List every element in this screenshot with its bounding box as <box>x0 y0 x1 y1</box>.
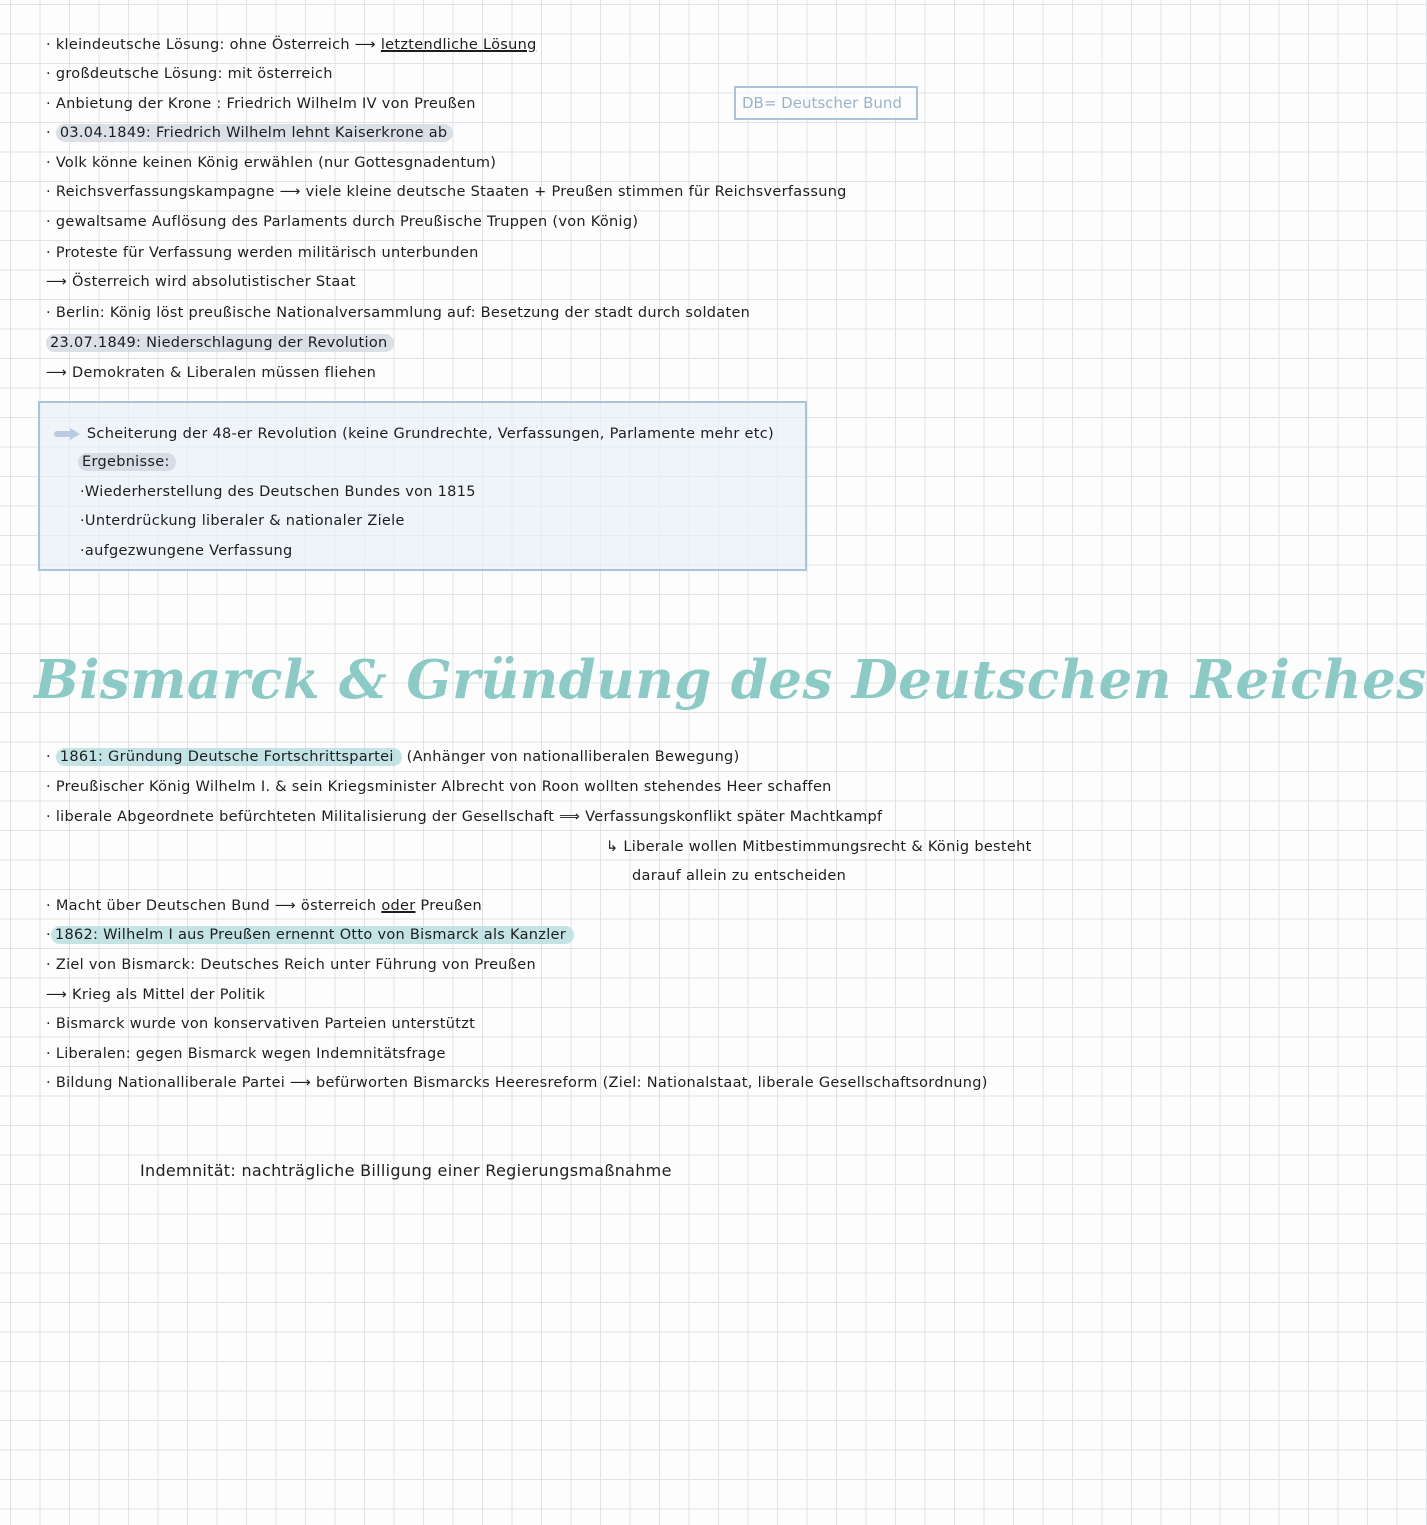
note-text: Bildung Nationalliberale Partei ⟶ befürworten Bismarcks Heeresreform (Ziel: Nationalstaat, liberale Gesellschaftsordnung) <box>55 1075 988 1091</box>
result-item <box>80 540 292 562</box>
arrow-bullet: ⟶ <box>46 987 68 1003</box>
bullet: · <box>80 543 85 559</box>
bullet: · <box>80 513 85 529</box>
note-line-23 <box>46 1043 446 1065</box>
bullet: · <box>46 125 51 141</box>
note-line-10 <box>46 302 750 324</box>
bullet: · <box>46 957 51 973</box>
note-line-7 <box>46 211 638 233</box>
note-text: Proteste für Verfassung werden militärisch unterbunden <box>55 245 479 261</box>
note-text: Ziel von Bismarck: Deutsches Reich unter Führung von Preußen <box>55 957 536 973</box>
note-text: Österreich wird absolutistischer Staat <box>72 274 356 290</box>
bullet: · <box>46 1075 51 1091</box>
right-arrow-icon <box>54 428 80 440</box>
note-line-24 <box>46 1072 988 1094</box>
bullet: · <box>46 749 51 765</box>
bullet: · <box>46 66 51 82</box>
highlighted-date: 1862: Wilhelm I aus Preußen ernennt Otto von Bismarck als Kanzler <box>51 926 574 944</box>
note-line-6 <box>46 181 847 203</box>
bullet: · <box>46 927 51 943</box>
result-headline: Scheiterung der 48-er Revolution (keine Grundrechte, Verfassungen, Parlamente mehr etc) <box>86 426 774 442</box>
bullet: · <box>46 898 51 914</box>
note-line-21 <box>46 984 265 1006</box>
arrow-bullet: ⟶ <box>46 365 68 381</box>
note-text: Liberalen: gegen Bismarck wegen Indemnitätsfrage <box>55 1046 446 1062</box>
result-item-text: aufgezwungene Verfassung <box>84 543 293 559</box>
bullet: · <box>46 155 51 171</box>
bullet: · <box>46 305 51 321</box>
note-text: Reichsverfassungskampagne ⟶ viele kleine deutsche Staaten + Preußen stimmen für Reichsverfassung <box>55 184 847 200</box>
bullet: · <box>46 37 51 53</box>
arrow-bullet: ⟶ <box>46 274 68 290</box>
highlighted-date: 1861: Gründung Deutsche Fortschrittspartei <box>56 748 402 766</box>
page-title: Bismarck & Gründung des Deutschen Reiches <box>34 649 1427 711</box>
note-text: großdeutsche Lösung: mit österreich <box>55 66 333 82</box>
bullet: · <box>46 1046 51 1062</box>
note-text: Volk könne keinen König erwählen (nur Gottesgnadentum) <box>55 155 497 171</box>
bullet: · <box>46 184 51 200</box>
note-text: Demokraten & Liberalen müssen fliehen <box>72 365 377 381</box>
note-line-20 <box>46 954 536 976</box>
note-line-18 <box>46 895 482 917</box>
result-item <box>80 481 476 503</box>
bullet: · <box>46 809 51 825</box>
note-line-8 <box>46 242 479 264</box>
note-line-19 <box>46 924 574 946</box>
highlighted-date: 03.04.1849: Friedrich Wilhelm lehnt Kaiserkrone ab <box>56 124 454 142</box>
note-text: liberale Abgeordnete befürchteten Militalisierung der Gesellschaft ⟹ Verfassungskonflikt später Machtkampf <box>55 809 883 825</box>
bullet: · <box>46 214 51 230</box>
note-text: darauf allein zu entscheiden <box>632 868 847 884</box>
note-line-5 <box>46 152 496 174</box>
result-summary-box <box>38 401 807 571</box>
note-text: ↳ Liberale wollen Mitbestimmungsrecht & König besteht <box>606 839 1032 855</box>
bullet: · <box>46 779 51 795</box>
definition-note <box>140 1160 672 1182</box>
note-line-13 <box>46 746 740 768</box>
note-text: Anbietung der Krone : Friedrich Wilhelm IV von Preußen <box>55 96 476 112</box>
note-line-22 <box>46 1013 475 1035</box>
note-line-17 <box>632 865 846 887</box>
note-line-12 <box>46 362 376 384</box>
underlined-text: letztendliche Lösung <box>380 37 537 53</box>
note-line-2 <box>46 63 333 85</box>
result-item-text: Unterdrückung liberaler & nationaler Ziele <box>84 513 405 529</box>
note-line-16 <box>606 836 1032 858</box>
result-subheading-row <box>78 451 176 473</box>
bullet: · <box>46 245 51 261</box>
highlighted-date: 23.07.1849: Niederschlagung der Revolution <box>46 334 394 352</box>
bullet: · <box>80 484 85 500</box>
note-line-3 <box>46 93 476 115</box>
note-line-1 <box>46 34 537 56</box>
result-subheading: Ergebnisse: <box>78 453 176 471</box>
bullet: · <box>46 1016 51 1032</box>
note-line-14 <box>46 776 832 798</box>
note-line-9 <box>46 271 356 293</box>
note-text: Bismarck wurde von konservativen Parteien unterstützt <box>55 1016 476 1032</box>
note-text: Preußischer König Wilhelm I. & sein Kriegsminister Albrecht von Roon wollten stehendes Heer schaffen <box>55 779 832 795</box>
note-text: kleindeutsche Lösung: ohne Österreich ⟶ <box>55 37 381 53</box>
definition-text: Indemnität: nachträgliche Billigung einer Regierungsmaßnahme <box>140 1161 672 1180</box>
bullet: · <box>46 96 51 112</box>
note-line-4 <box>46 122 453 144</box>
underlined-text: oder <box>381 898 416 914</box>
note-text: gewaltsame Auflösung des Parlaments durch Preußische Truppen (von König) <box>55 214 639 230</box>
result-item <box>80 510 405 532</box>
note-text: Berlin: König löst preußische Nationalversammlung auf: Besetzung der stadt durch soldaten <box>55 305 751 321</box>
db-note-text: DB= Deutscher Bund <box>742 94 902 112</box>
note-text: Preußen <box>415 898 482 914</box>
db-note-box <box>734 86 918 120</box>
note-text: Krieg als Mittel der Politik <box>72 987 266 1003</box>
note-line-11 <box>46 332 394 354</box>
result-item-text: Wiederherstellung des Deutschen Bundes von 1815 <box>84 484 476 500</box>
note-text: (Anhänger von nationalliberalen Bewegung) <box>406 749 740 765</box>
note-line-15 <box>46 806 882 828</box>
note-text: Macht über Deutschen Bund ⟶ österreich <box>55 898 382 914</box>
result-headline-row <box>54 423 774 445</box>
